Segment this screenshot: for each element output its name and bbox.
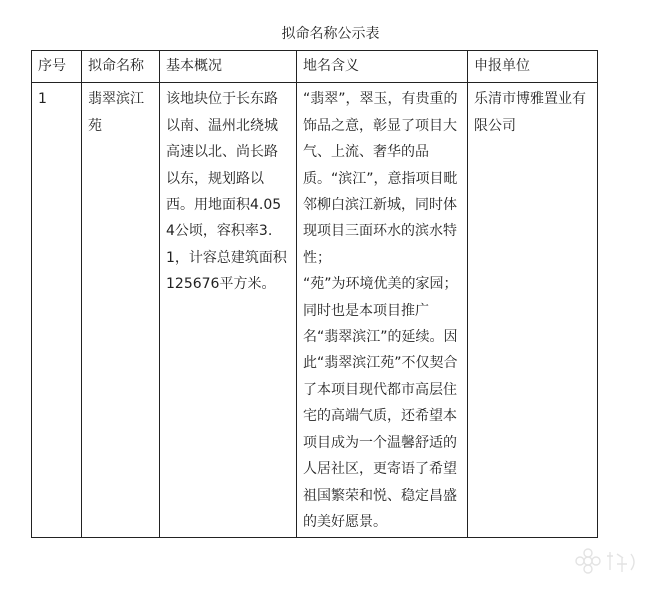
page-title: 拟命名称公示表 (281, 26, 380, 42)
cell-overview: 该地块位于长东路以南、温州北绕城高速以北、尚长路以东，规划路以西。用地面积4.054公顷，容积率3.1，计容总建筑面积125676平方米。 (160, 83, 297, 538)
header-applicant: 申报单位 (468, 51, 598, 83)
header-index: 序号 (32, 51, 82, 83)
table-header-row (32, 51, 598, 83)
header-meaning: 地名含义 (297, 51, 468, 83)
cell-proposed-name: 翡翠滨江苑 (82, 83, 160, 538)
meaning-paragraph-1: “翡翠”，翠玉，有贵重的饰品之意，彰显了项目大气、上流、奢华的品质。“滨江”，意指项目毗邻柳白滨江新城，同时体现项目三面环水的滨水特性； (303, 91, 458, 266)
flower-logo-icon (573, 546, 643, 576)
naming-notice-table (31, 50, 598, 538)
header-overview: 基本概况 (160, 51, 297, 83)
table-row (32, 83, 598, 538)
meaning-paragraph-2: “苑”为环境优美的家园；同时也是本项目推广名“翡翠滨江”的延续。因此“翡翠滨江苑”不仅契合了本项目现代都市高层住宅的高端气质，还希望本项目成为一个温馨舒适的人居社区，更寄语了希望祖国繁荣和悦、稳定昌盛的美好愿景。 (303, 276, 458, 530)
cell-meaning (297, 83, 468, 538)
cell-index: 1 (32, 83, 82, 538)
header-proposed-name: 拟命名称 (82, 51, 160, 83)
cell-applicant: 乐清市博雅置业有限公司 (468, 83, 598, 538)
